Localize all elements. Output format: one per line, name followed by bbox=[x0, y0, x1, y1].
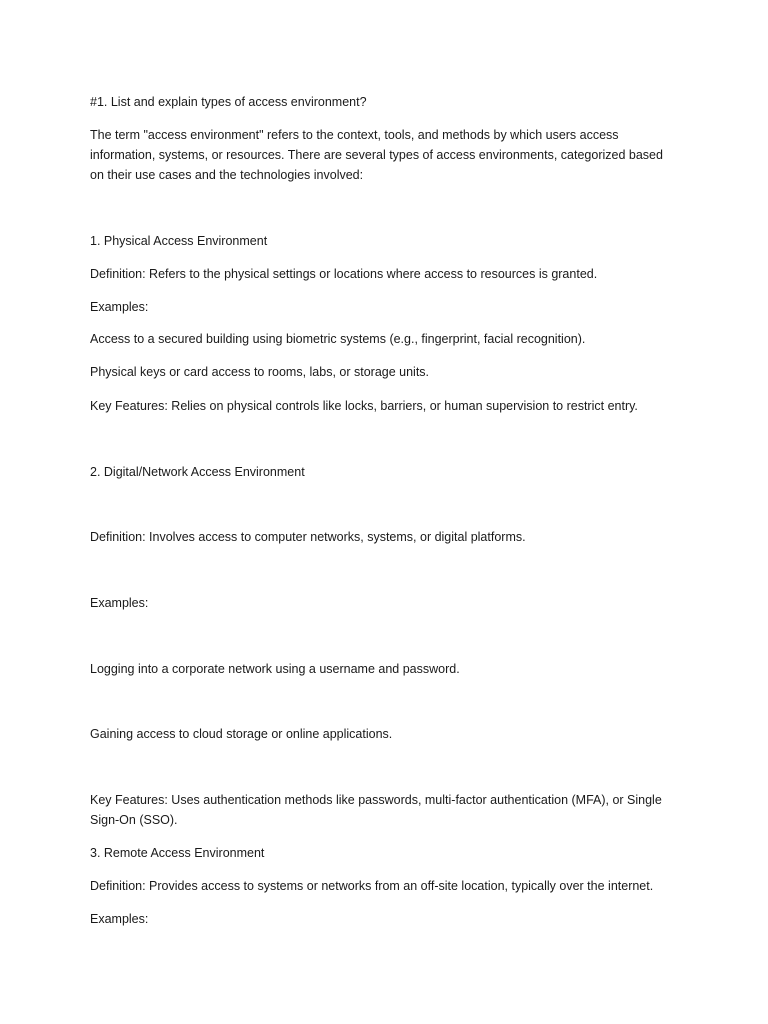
digital-examples-label: Examples: bbox=[90, 596, 149, 610]
section-heading-remote: 3. Remote Access Environment bbox=[90, 846, 265, 860]
physical-example-1: Access to a secured building using biometric systems (e.g., fingerprint, facial recognition). bbox=[90, 332, 586, 346]
question-heading: #1. List and explain types of access environment? bbox=[90, 95, 367, 109]
physical-example-2: Physical keys or card access to rooms, labs, or storage units. bbox=[90, 365, 430, 379]
remote-definition: Definition: Provides access to systems or networks from an off-site location, typically over the internet. bbox=[90, 879, 654, 893]
digital-key-features: Key Features: Uses authentication methods like passwords, multi-factor authentication (MFA), or Single Sign-On (SSO). bbox=[90, 793, 662, 827]
physical-key-features: Key Features: Relies on physical controls like locks, barriers, or human supervision to restrict entry. bbox=[90, 399, 638, 413]
intro-paragraph: The term "access environment" refers to the context, tools, and methods by which users access information, systems, or resources. There are several types of access environments, categorized based on their use cases and the technologies involved: bbox=[90, 128, 663, 182]
digital-example-2: Gaining access to cloud storage or online applications. bbox=[90, 727, 393, 741]
remote-examples-label: Examples: bbox=[90, 912, 149, 926]
digital-example-1: Logging into a corporate network using a username and password. bbox=[90, 662, 460, 676]
section-heading-digital: 2. Digital/Network Access Environment bbox=[90, 465, 305, 479]
physical-definition: Definition: Refers to the physical settings or locations where access to resources is granted. bbox=[90, 267, 598, 281]
physical-examples-label: Examples: bbox=[90, 300, 149, 314]
section-heading-physical: 1. Physical Access Environment bbox=[90, 234, 268, 248]
digital-definition: Definition: Involves access to computer networks, systems, or digital platforms. bbox=[90, 530, 526, 544]
